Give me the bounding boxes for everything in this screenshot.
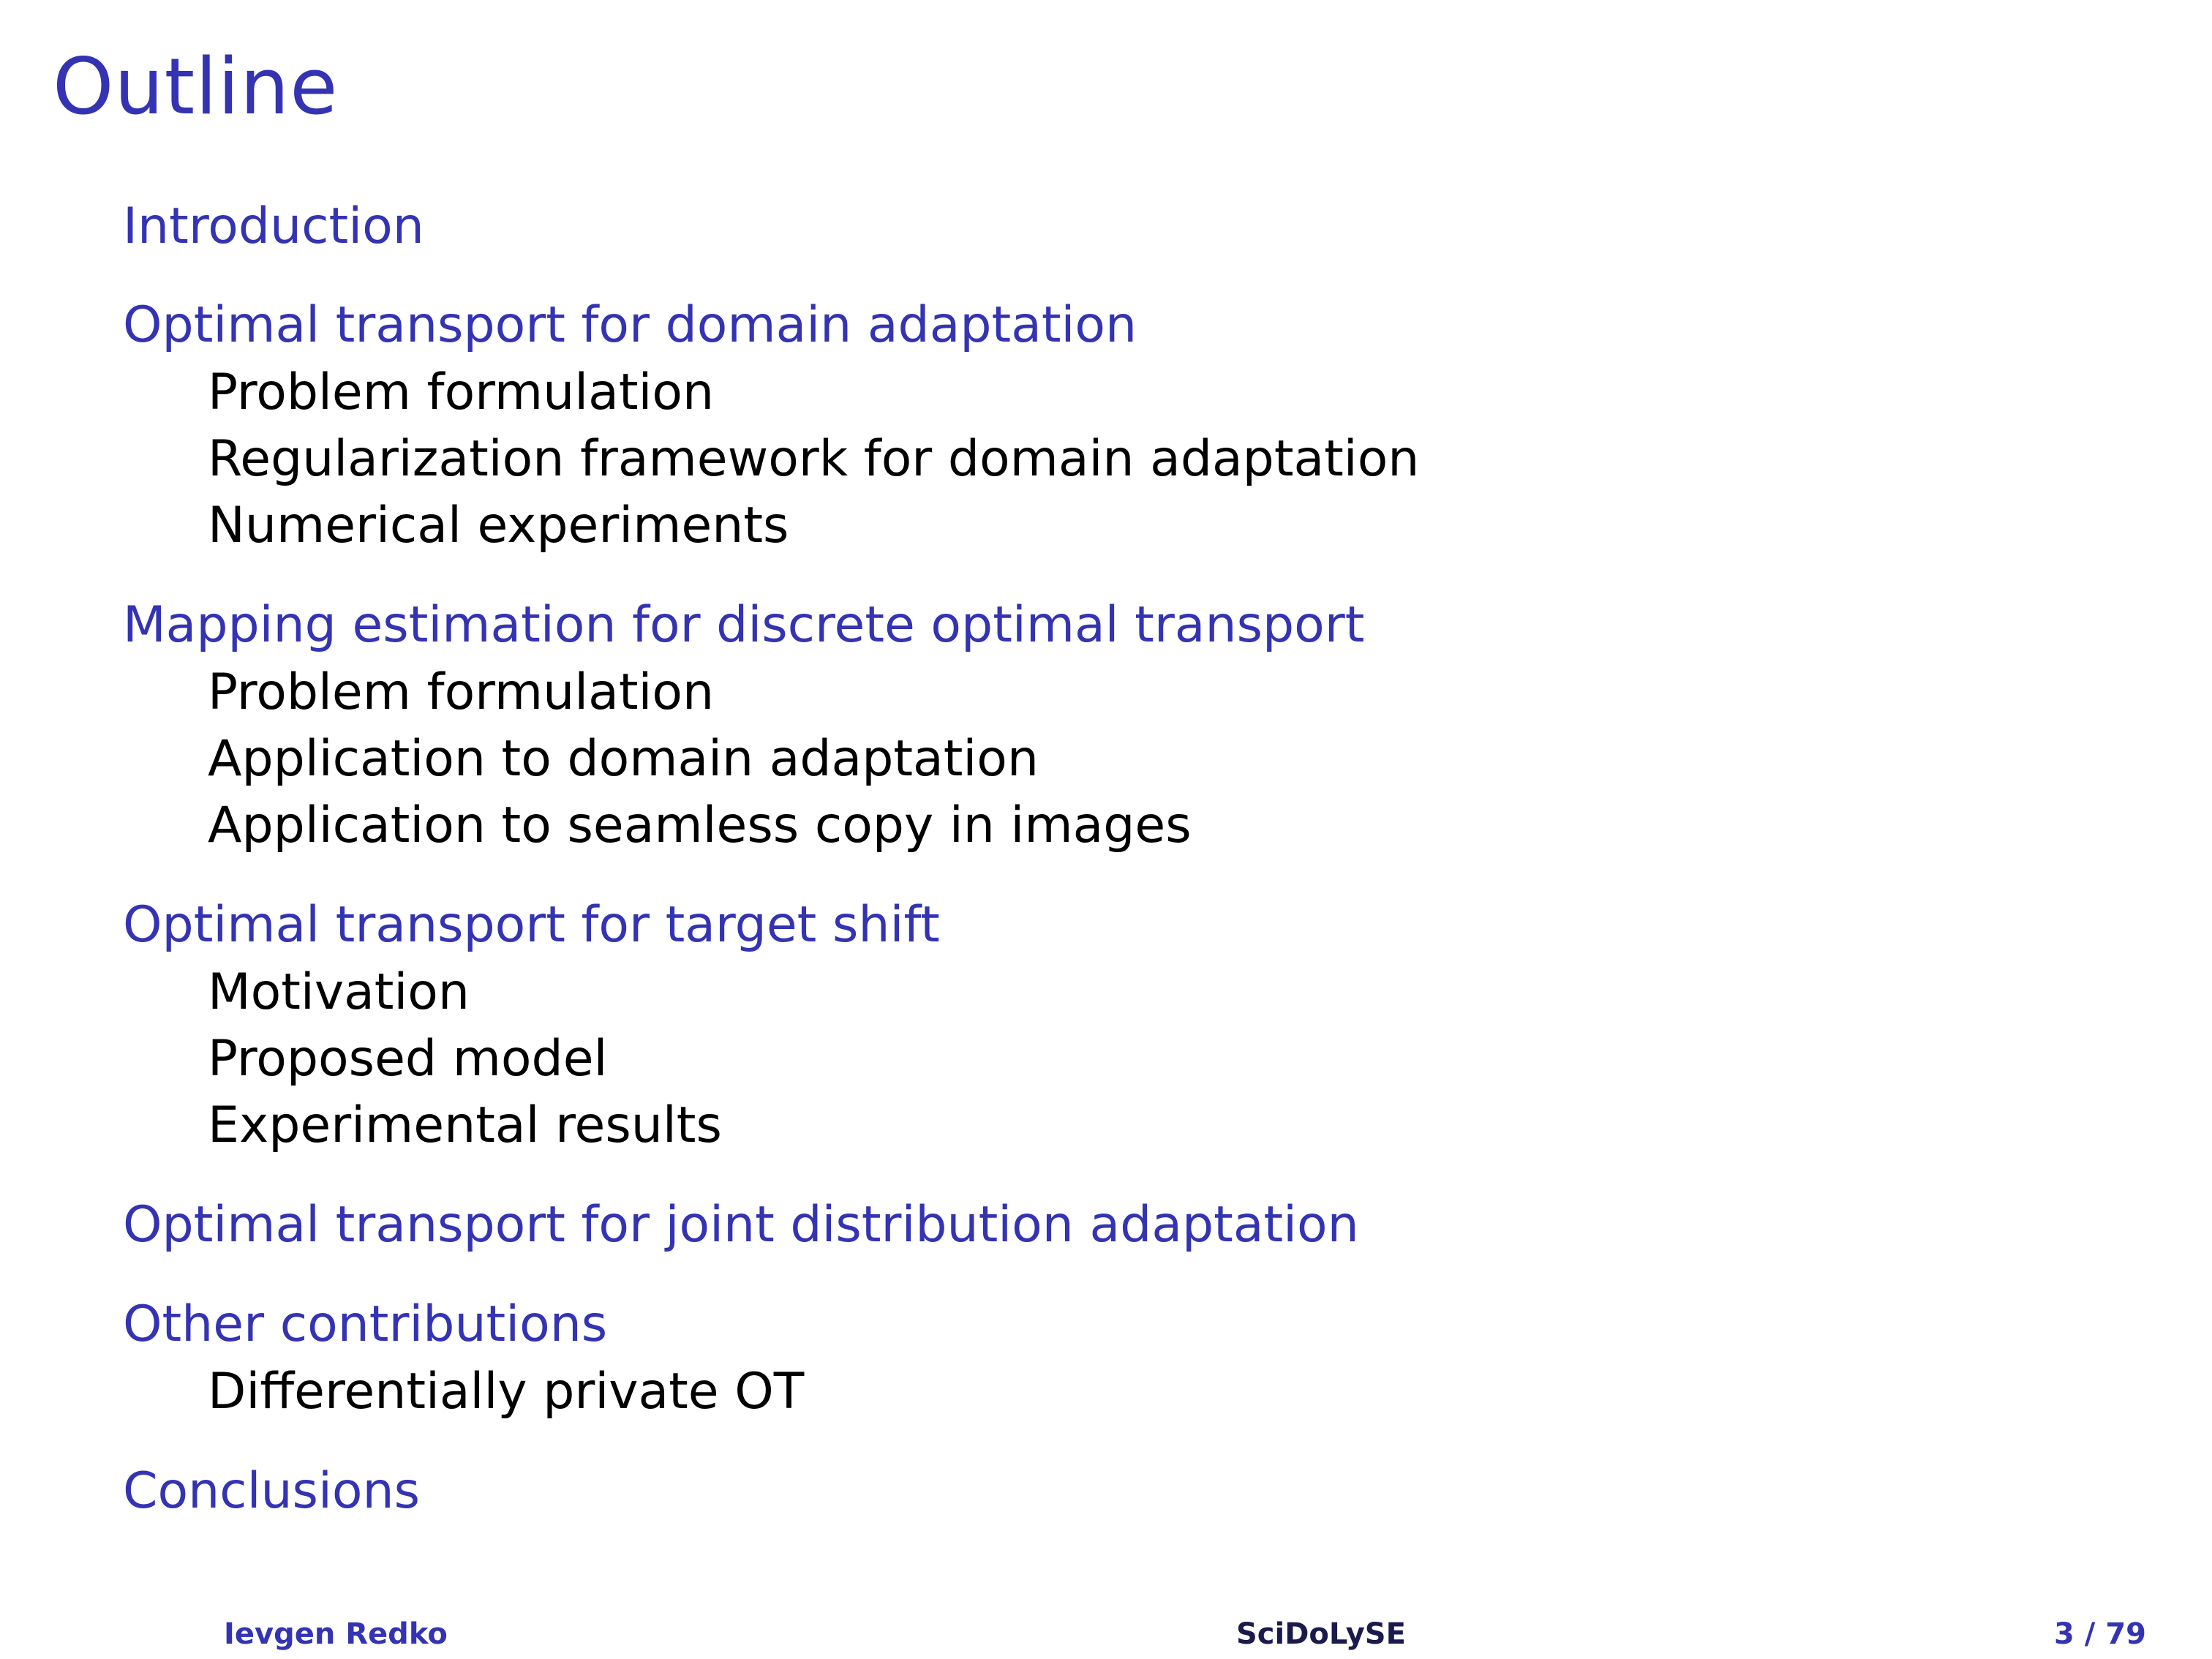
outline-section-other-contributions[interactable]: Other contributions	[123, 1295, 608, 1353]
footer-short-title: SciDoLySE	[1236, 1617, 1406, 1651]
outline-section-introduction[interactable]: Introduction	[123, 198, 424, 255]
outline-section-ot-domain-adaptation[interactable]: Optimal transport for domain adaptation	[123, 296, 1137, 354]
outline-subsection-numerical-experiments[interactable]: Numerical experiments	[208, 497, 789, 554]
outline-subsection-problem-formulation[interactable]: Problem formulation	[208, 364, 715, 421]
footer-page-number: 3 / 79	[2054, 1617, 2146, 1651]
slide-footer	[0, 1612, 2212, 1656]
footer-author: Ievgen Redko	[224, 1617, 448, 1651]
outline-subsection-seamless-copy[interactable]: Application to seamless copy in images	[208, 797, 1192, 854]
outline-subsection-proposed-model[interactable]: Proposed model	[208, 1030, 608, 1088]
outline-subsection-motivation[interactable]: Motivation	[208, 963, 470, 1021]
outline-section-conclusions[interactable]: Conclusions	[123, 1462, 421, 1520]
outline-subsection-differentially-private-ot[interactable]: Differentially private OT	[208, 1363, 805, 1421]
outline-subsection-regularization-framework[interactable]: Regularization framework for domain adaptation	[208, 430, 1420, 488]
outline-section-ot-target-shift[interactable]: Optimal transport for target shift	[123, 896, 940, 954]
outline-subsection-experimental-results[interactable]: Experimental results	[208, 1096, 722, 1154]
outline-section-mapping-estimation[interactable]: Mapping estimation for discrete optimal transport	[123, 596, 1365, 654]
outline-subsection-problem-formulation-2[interactable]: Problem formulation	[208, 663, 715, 721]
slide-title: Outline	[53, 42, 339, 132]
outline-section-ot-joint-distribution[interactable]: Optimal transport for joint distribution adaptation	[123, 1196, 1359, 1254]
outline-subsection-application-domain-adaptation[interactable]: Application to domain adaptation	[208, 730, 1039, 788]
